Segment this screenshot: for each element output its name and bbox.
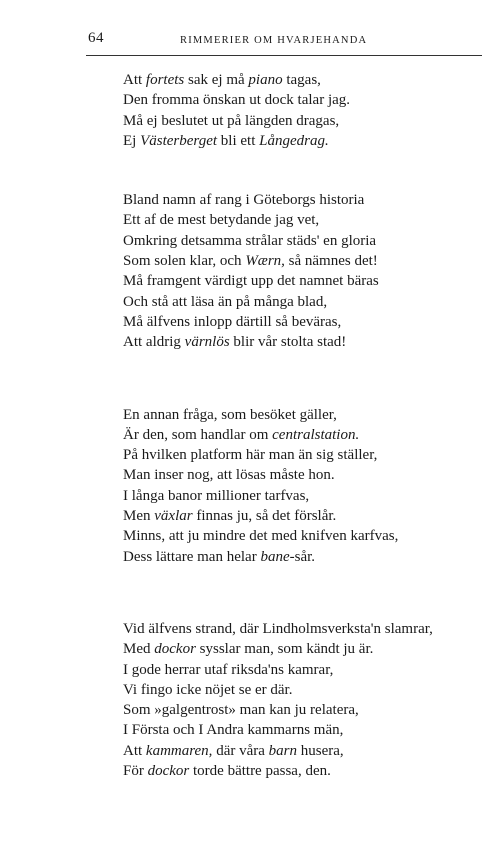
line-text: där våra [212,742,269,759]
poem-line [123,680,493,700]
line-text: I Första och I Andra kammarns män, [123,722,344,739]
poem-line [123,465,493,485]
line-text: Ett af de mest betydande jag vet, [123,212,320,229]
poem-line [123,425,493,445]
poem-line [123,292,493,312]
line-text: så nämnes det! [284,253,378,270]
italic-text: piano [248,72,283,88]
poem-line [123,619,493,639]
line-text: Att aldrig [123,334,185,351]
line-text: Är den, som handlar om [123,426,273,443]
line-text: Man inser nog, att lösas måste hon. [123,467,335,484]
poem-line [123,231,493,251]
line-text: Som »galgentrost» man kan ju relatera, [123,702,359,719]
stanza [123,190,493,352]
poem-line [123,741,493,761]
poem-line [123,271,493,291]
line-text: Bland namn af rang i Göteborgs historia [123,192,365,209]
line-text: Må framgent värdigt upp det namnet bäras [123,273,379,290]
page-header [0,0,504,60]
line-text: Må älfvens inlopp därtill så beväras, [123,313,342,330]
line-text: Att [123,742,146,759]
line-text: Men [123,508,155,525]
running-head: RIMMERIER OM HVARJEHANDA [180,35,368,46]
line-text: bli ett [217,132,260,149]
line-text: Minns, att ju mindre det med knifven karfvas, [123,528,399,545]
poem-line [123,547,493,567]
italic-text: kammaren, [145,742,213,759]
stanza [123,405,493,567]
poem-line [123,190,493,210]
italic-text: bane [260,548,290,565]
line-text: Den fromma önskan ut dock talar jag. [123,92,351,109]
line-text: För [123,763,148,780]
italic-text: Långedrag. [259,132,329,149]
line-text: Ej [123,132,141,149]
line-text: sak ej må [184,72,249,88]
poem-line [123,761,493,781]
line-text: -sår. [289,548,316,565]
line-text: Att [123,72,146,88]
poem-line [123,90,493,110]
line-text: torde bättre passa, den. [189,763,331,780]
line-text: Och stå att läsa än på många blad, [123,293,328,310]
line-text: husera, [297,742,344,759]
poem-line [123,445,493,465]
header-rule [86,55,482,56]
italic-text: Wærn, [245,253,285,270]
italic-text: fortets [145,72,185,88]
italic-text: dockor [147,763,190,780]
italic-text: Västerberget [140,132,218,149]
poem-line [123,700,493,720]
page-number: 64 [88,30,104,46]
line-text: Som solen klar, och [123,253,246,270]
italic-text: centralstation. [272,426,360,443]
poem-line [123,506,493,526]
line-text: Vid älfvens strand, där Lindholmsverksta'n slamrar, [123,620,433,637]
line-text: blir vår stolta stad! [229,334,347,351]
line-text: I långa banor millioner tarfvas, [123,487,310,504]
poem-line [123,526,493,546]
line-text: Dess lättare man helar [123,548,261,565]
stanza [123,70,493,151]
italic-text: växlar [154,508,193,525]
line-text: En annan fråga, som besöket gäller, [123,406,337,423]
poem-line [123,332,493,352]
line-text: Vi fingo icke nöjet se er där. [123,681,293,698]
poem-line [123,210,493,230]
line-text: finnas ju, så det förslår. [192,508,337,525]
poem-line [123,131,493,151]
poem-body [123,70,493,820]
poem-line [123,312,493,332]
poem-line [123,720,493,740]
line-text: tagas, [282,72,321,88]
poem-line [123,251,493,271]
line-text: Med [123,641,155,658]
line-text: På hvilken platform här man än sig ställer, [123,447,378,464]
poem-line [123,639,493,659]
italic-text: dockor [154,641,196,658]
stanza [123,619,493,781]
line-text: sysslar man, som kändt ju är. [195,641,374,658]
line-text: Må ej beslutet ut på längden dragas, [123,112,340,129]
poem-line [123,70,493,90]
poem-line [123,405,493,425]
line-text: I gode herrar utaf riksda'ns kamrar, [123,661,334,678]
poem-line [123,660,493,680]
poem-line [123,111,493,131]
italic-text: barn [268,742,297,759]
italic-text: värnlös [184,334,230,351]
line-text: Omkring detsamma strålar städs' en gloria [123,232,377,249]
poem-line [123,486,493,506]
